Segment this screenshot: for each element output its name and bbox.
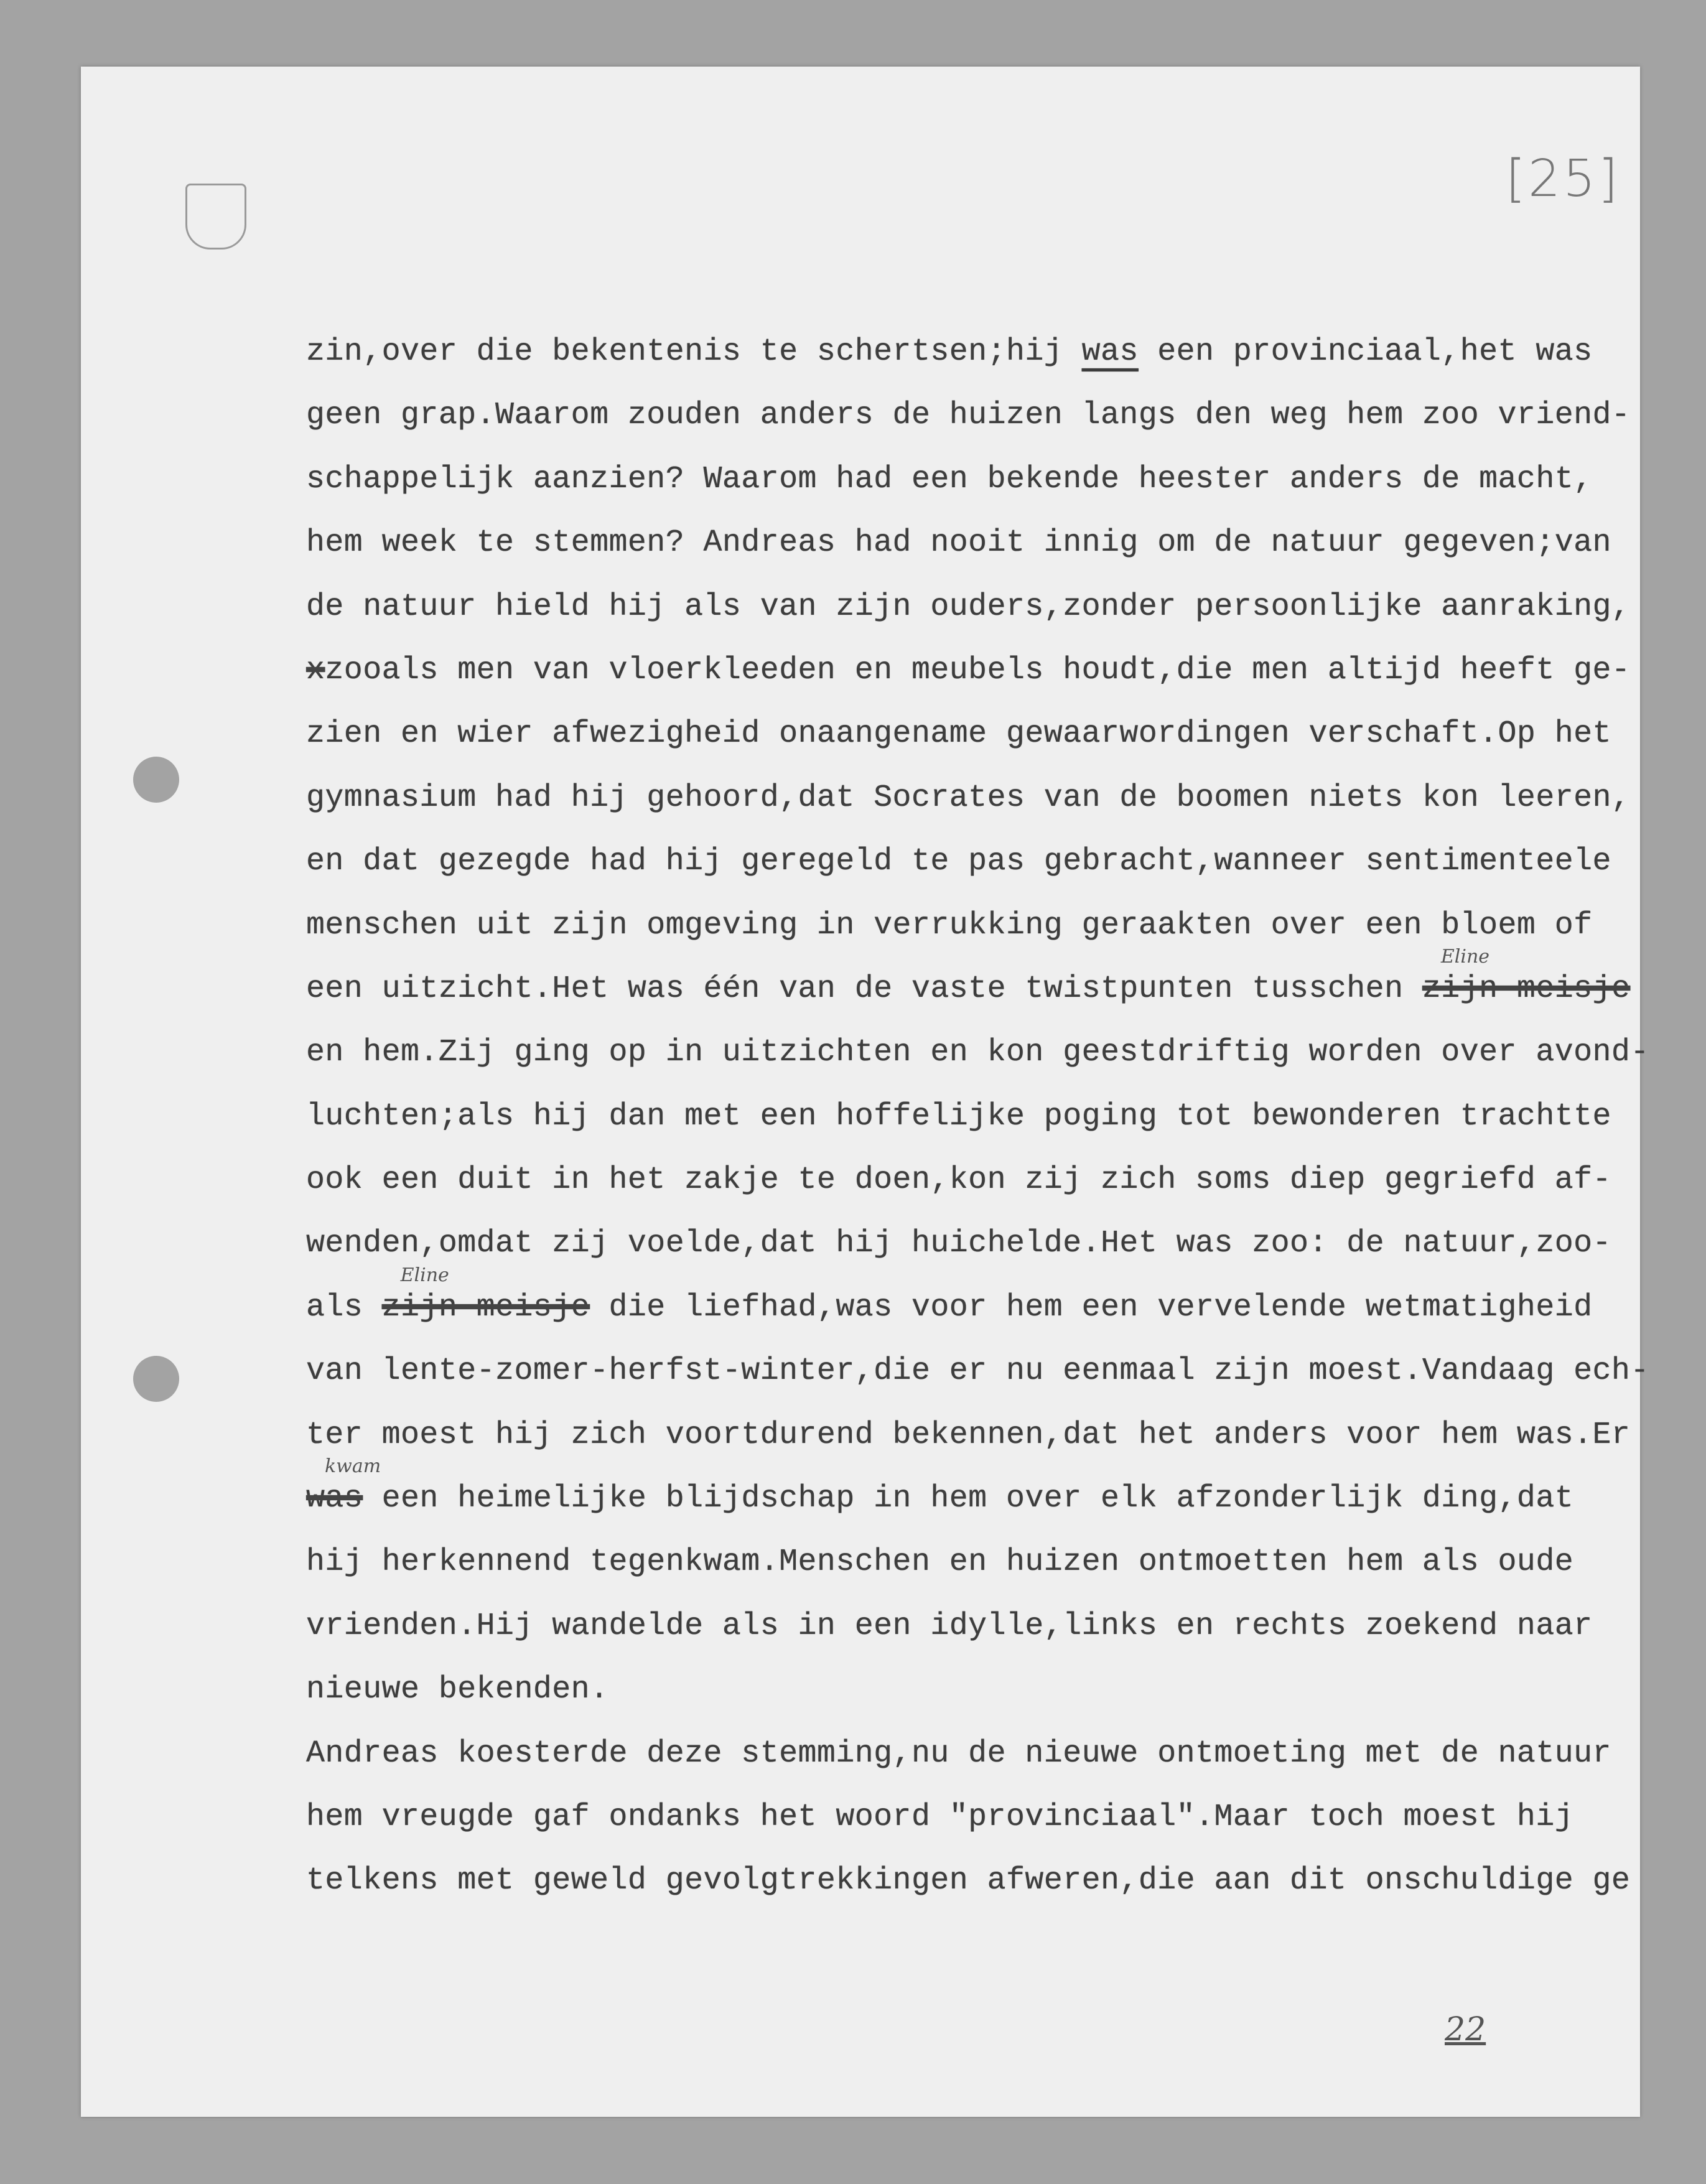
text-segment <box>363 1481 1573 1516</box>
text-segment <box>306 780 1630 816</box>
text-line <box>306 702 1649 766</box>
text-line <box>306 1531 1649 1594</box>
segment-text: een provinciaal,het was <box>1138 334 1593 370</box>
text-line <box>306 1849 1649 1913</box>
text-line <box>306 1404 1649 1467</box>
text-segment <box>306 1672 608 1707</box>
text-line <box>306 1786 1649 1849</box>
text-line <box>306 639 1649 702</box>
text-segment <box>306 716 1611 752</box>
segment-text: schappelijk aanzien? Waarom had een bekende heester anders de macht, <box>306 461 1593 497</box>
text-line <box>306 1340 1649 1403</box>
text-segment <box>306 1290 382 1325</box>
segment-text: wenden,omdat zij voelde,dat hij huichelde.Het was zoo: de natuur,zoo- <box>306 1226 1611 1262</box>
text-line <box>306 576 1649 639</box>
text-line <box>306 1595 1649 1658</box>
segment-text: was <box>1081 334 1139 370</box>
text-segment <box>306 1417 1630 1453</box>
handwritten-correction: Eline <box>1440 945 1490 968</box>
text-segment <box>306 844 1611 879</box>
text-line <box>306 1264 1649 1340</box>
text-segment <box>306 589 1630 625</box>
segment-text: vrienden.Hij wandelde als in een idylle,links en rechts zoekend naar <box>306 1608 1593 1644</box>
text-segment <box>306 398 1630 433</box>
text-segment <box>306 1799 1573 1835</box>
text-line <box>306 945 1649 1021</box>
text-line <box>306 511 1649 575</box>
segment-text: luchten;als hij dan met een hoffelijke poging tot bewonderen trachtte <box>306 1098 1611 1134</box>
archive-stamp <box>185 184 246 250</box>
segment-text: geen grap.Waarom zouden anders de huizen langs den weg hem zoo vriend- <box>306 398 1631 434</box>
segment-text: als <box>306 1289 382 1325</box>
text-line <box>306 1149 1649 1212</box>
text-line <box>306 1021 1649 1085</box>
text-line <box>306 384 1649 447</box>
segment-text: van lente-zomer-herfst-winter,die er nu eenmaal zijn moest.Vandaag ech- <box>306 1353 1649 1389</box>
typed-text <box>306 320 1649 1913</box>
segment-text: een uitzicht.Het was één van de vaste twistpunten tusschen <box>306 971 1422 1007</box>
text-segment <box>306 1353 1649 1389</box>
text-segment <box>306 1035 1649 1070</box>
segment-text: zien en wier afwezigheid onaangename gewaarwordingen verschaft.Op het <box>306 716 1611 752</box>
page-number: 22 <box>1445 2011 1486 2048</box>
segment-text: zijn meisje <box>381 1289 590 1325</box>
segment-text: was <box>306 1481 363 1517</box>
text-segment <box>1139 334 1593 370</box>
handwritten-correction: kwam <box>325 1455 381 1478</box>
segment-text: ook een duit in het zakje te doen,kon zij zich soms diep gegriefd af- <box>306 1162 1611 1198</box>
text-line <box>306 1455 1649 1531</box>
handwritten-correction: Eline <box>400 1264 449 1286</box>
segment-text: hem vreugde gaf ondanks het woord "provinciaal".Maar toch moest hij <box>306 1799 1574 1835</box>
text-segment <box>590 1290 1592 1325</box>
segment-text: ter moest hij zich voortdurend bekennen,dat het anders voor hem was.Er <box>306 1417 1631 1453</box>
segment-text: nieuwe bekenden. <box>306 1672 609 1708</box>
segment-text: Andreas koesterde deze stemming,nu de nieuwe ontmoeting met de natuur <box>306 1735 1611 1771</box>
text-segment <box>306 908 1593 943</box>
segment-text: hem week te stemmen? Andreas had nooit innig om de natuur gegeven;van <box>306 525 1611 561</box>
text-segment <box>306 1544 1573 1580</box>
page-marker: [25] <box>1506 149 1621 208</box>
text-line <box>306 830 1649 894</box>
text-segment <box>306 1608 1593 1644</box>
segment-text: zin,over die bekentenis te schertsen;hij <box>306 334 1082 370</box>
text-segment <box>306 1863 1630 1898</box>
segment-text: x <box>306 652 325 688</box>
text-segment <box>306 1736 1611 1771</box>
text-line <box>306 1722 1649 1786</box>
segment-text: zooals men van vloerkleeden en meubels houdt,die men altijd heeft ge- <box>325 652 1631 688</box>
text-line <box>306 1212 1649 1276</box>
segment-text: en dat gezegde had hij geregeld te pas gebracht,wanneer sentimenteele <box>306 844 1611 880</box>
segment-text: zijn meisje <box>1422 971 1631 1007</box>
segment-text: de natuur hield hij als van zijn ouders,zonder persoonlijke aanraking, <box>306 589 1631 625</box>
punch-hole <box>133 757 179 803</box>
text-line <box>306 448 1649 511</box>
segment-text: die liefhad,was voor hem een vervelende wetmatigheid <box>590 1289 1593 1325</box>
segment-text: hij herkennend tegenkwam.Menschen en huizen ontmoetten hem als oude <box>306 1544 1574 1580</box>
text-segment <box>325 653 1630 688</box>
struck-text <box>306 653 325 688</box>
punch-hole <box>133 1356 179 1402</box>
text-line <box>306 1085 1649 1149</box>
segment-text: menschen uit zijn omgeving in verrukking geraakten over een bloem of <box>306 907 1593 943</box>
struck-text <box>306 1455 381 1517</box>
segment-text: en hem.Zij ging op in uitzichten en kon geestdriftig worden over avond- <box>306 1035 1649 1071</box>
segment-text: een heimelijke blijdschap in hem over elk afzonderlijk ding,dat <box>363 1481 1574 1517</box>
text-segment <box>306 971 1422 1007</box>
struck-text <box>1422 945 1631 1007</box>
text-line <box>306 767 1649 830</box>
segment-text: gymnasium had hij gehoord,dat Socrates van de boomen niets kon leeren, <box>306 780 1631 816</box>
underlined-text <box>1082 334 1139 370</box>
struck-text <box>381 1264 590 1325</box>
text-segment <box>306 525 1611 561</box>
text-segment <box>306 1162 1611 1198</box>
text-segment <box>306 462 1593 497</box>
text-segment <box>306 334 1082 370</box>
text-line <box>306 320 1649 384</box>
segment-text: telkens met geweld gevolgtrekkingen afweren,die aan dit onschuldige ge <box>306 1863 1631 1899</box>
text-line <box>306 1658 1649 1722</box>
text-segment <box>306 1099 1611 1134</box>
text-segment <box>306 1226 1611 1261</box>
